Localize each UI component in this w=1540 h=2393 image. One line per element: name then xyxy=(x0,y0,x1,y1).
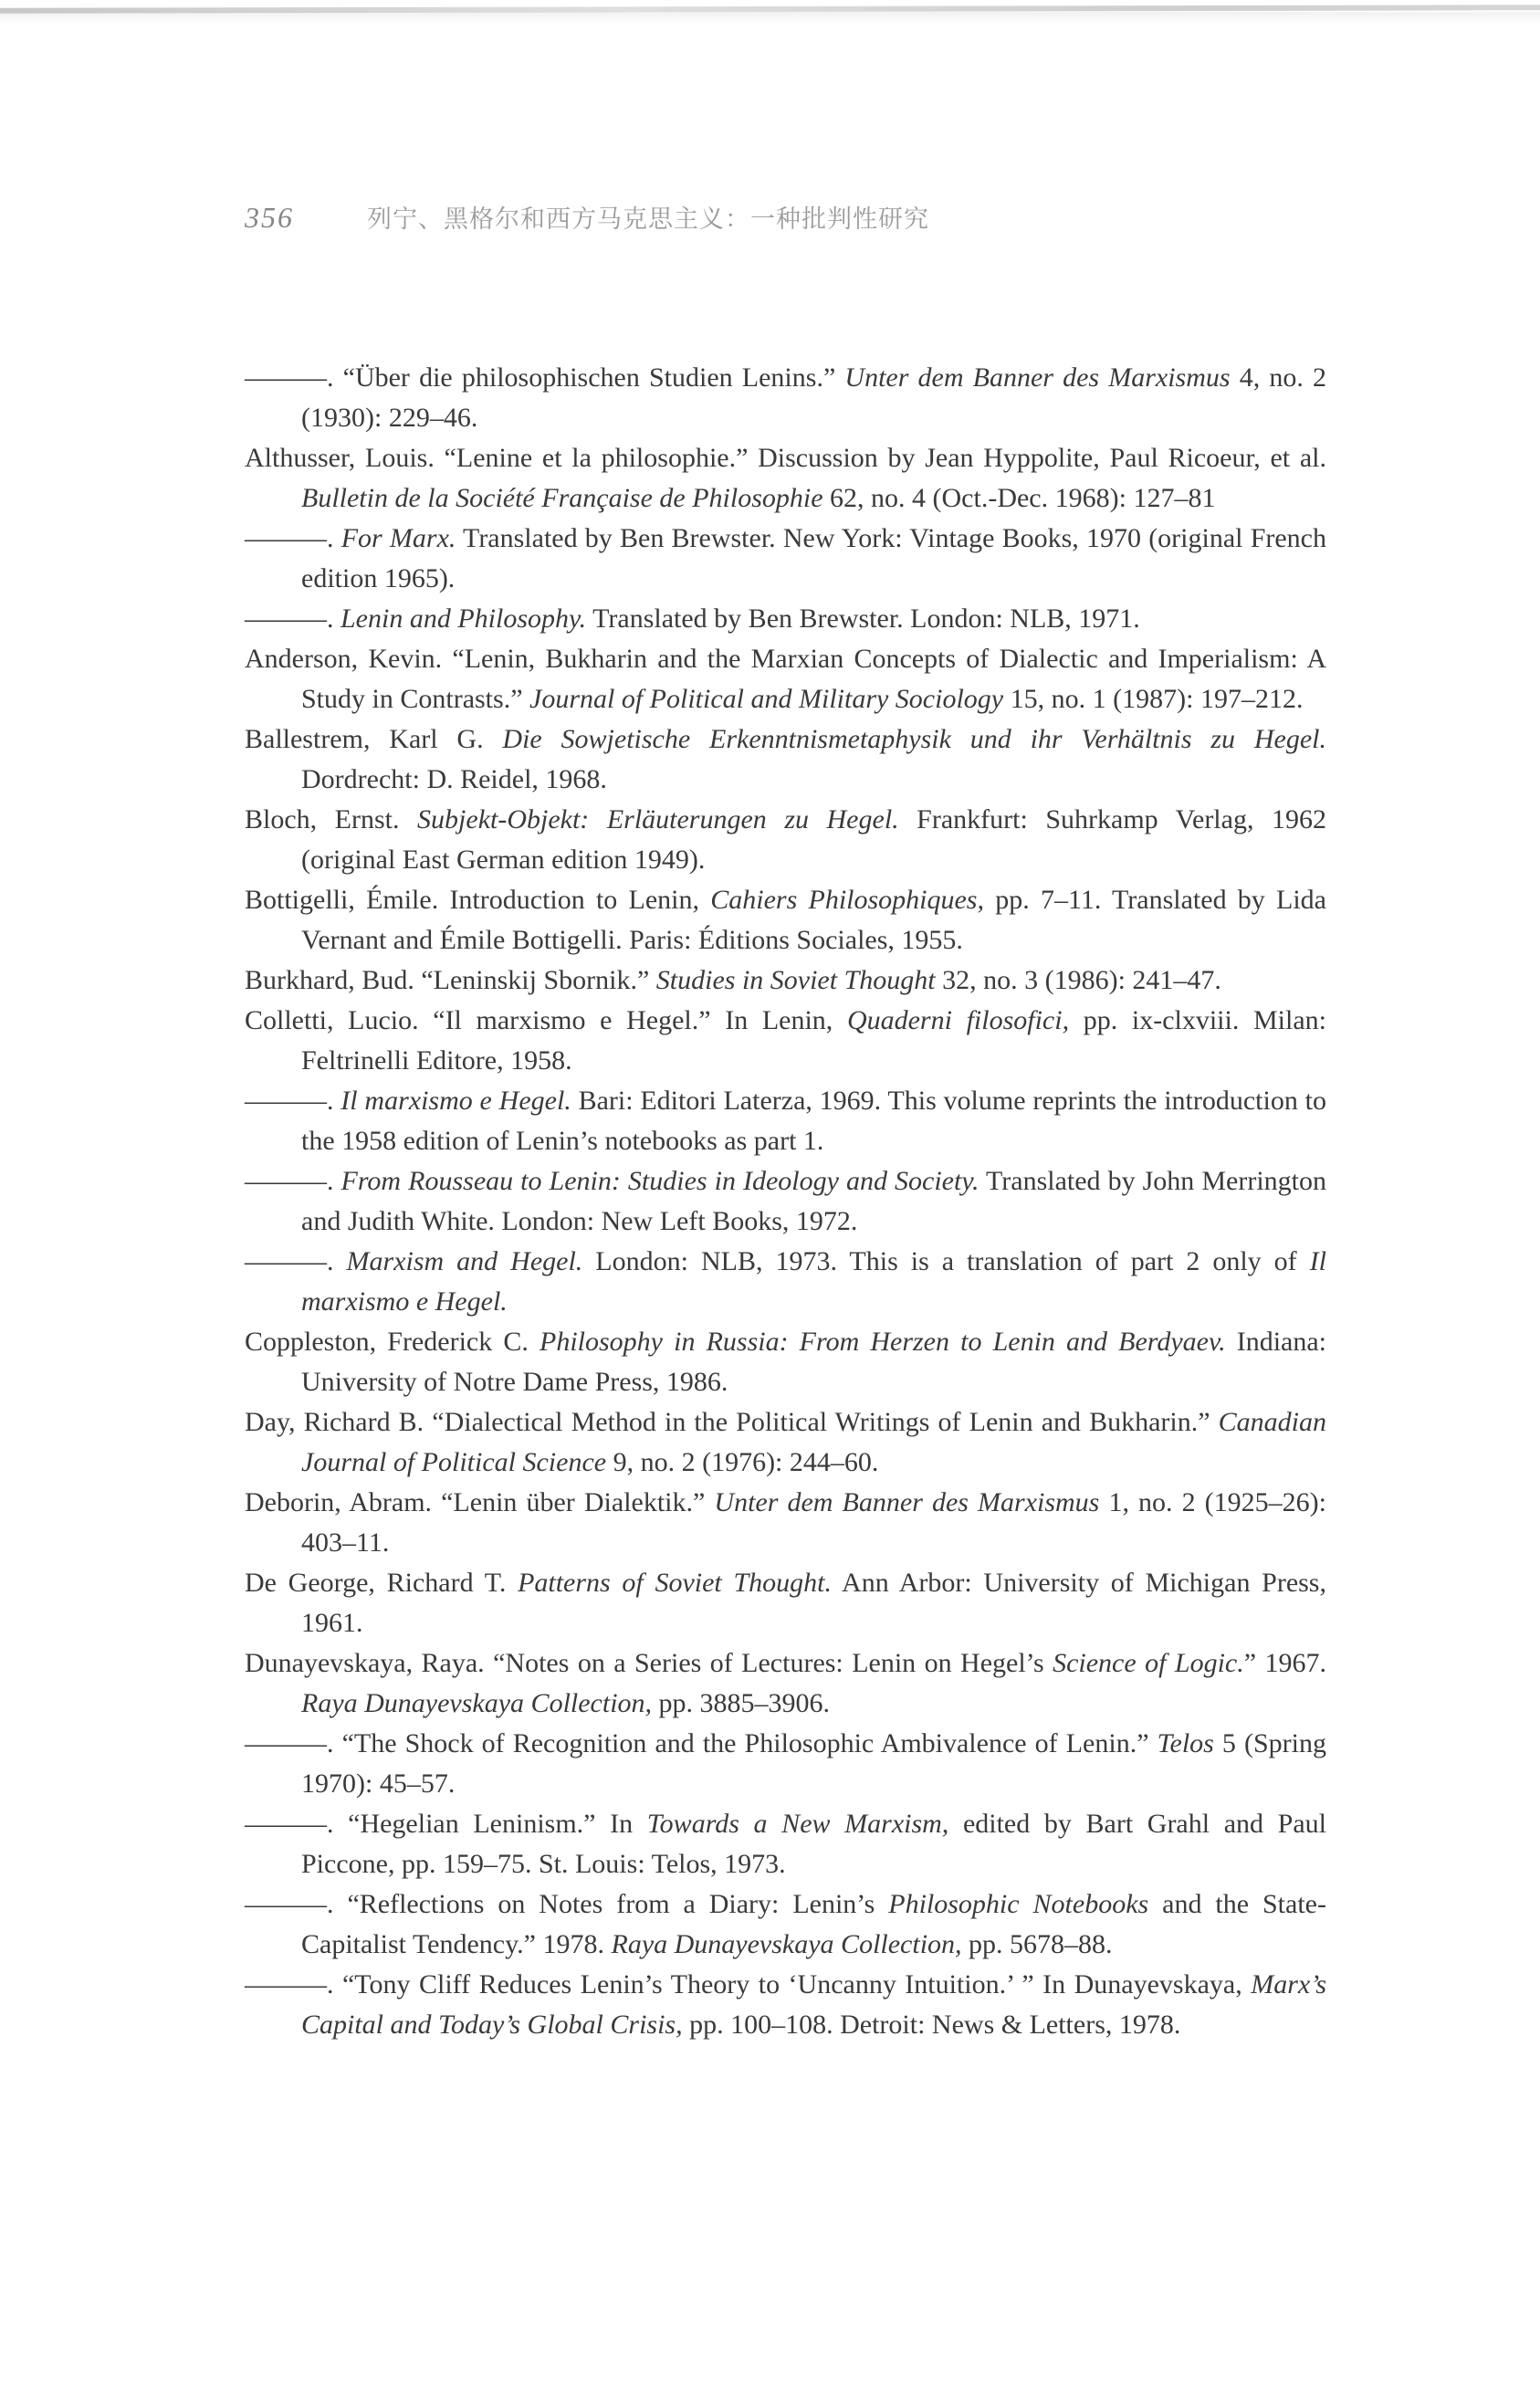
bibliography-entry xyxy=(245,639,1326,719)
entry-title-segment: Unter dem Banner des Marxismus xyxy=(844,362,1231,393)
entry-title-segment: Marx’s Capital and Today’s Global Crisis, xyxy=(301,1969,1326,2040)
entry-text-segment: 1, no. 2 (1925–26): 403–11. xyxy=(301,1487,1326,1558)
entry-text-segment: Translated by Ben Brewster. New York: Vintage Books, 1970 (original French edition 1965). xyxy=(301,523,1326,593)
entry-text-segment: pp. 100–108. Detroit: News & Letters, 1978. xyxy=(682,2010,1181,2040)
entry-text-segment: London: NLB, 1973. This is a translation of part 2 only of xyxy=(582,1246,1310,1276)
entry-title-segment: Cahiers Philosophiques, xyxy=(710,885,984,915)
bibliography-entry xyxy=(245,960,1326,1001)
entry-text-segment: ———. “Über die philosophischen Studien Lenins.” xyxy=(245,362,845,393)
bibliography-entry xyxy=(245,1965,1326,2045)
entry-title-segment: Il marxismo e Hegel. xyxy=(340,1086,571,1116)
entry-text-segment: Translated by John Merrington and Judith White. London: New Left Books, 1972. xyxy=(301,1166,1326,1236)
entry-text-segment: pp. 7–11. Translated by Lida Vernant and Émile Bottigelli. Paris: Éditions Sociales, 1955. xyxy=(301,885,1326,955)
entry-text-segment: Althusser, Louis. “Lenine et la philosophie.” Discussion by Jean Hyppolite, Paul Ricoeur, et al. xyxy=(245,443,1326,473)
entry-text-segment: pp. ix-clxviii. Milan: Feltrinelli Editore, 1958. xyxy=(301,1005,1326,1076)
entry-text-segment: Dunayevskaya, Raya. “Notes on a Series of Lectures: Lenin on Hegel’s xyxy=(245,1648,1053,1678)
entry-text-segment: Bari: Editori Laterza, 1969. This volume reprints the introduction to the 1958 edition of Lenin’s notebooks as part 1. xyxy=(301,1086,1326,1156)
entry-title-segment: Subjekt-Objekt: Erläuterungen zu Hegel. xyxy=(417,804,899,834)
bibliography-entry xyxy=(245,438,1326,519)
entry-title-segment: Studies in Soviet Thought xyxy=(655,965,936,995)
entry-text-segment: ” 1967. xyxy=(1243,1648,1326,1678)
entry-text-segment: and the State-Capitalist Tendency.” 1978. xyxy=(301,1889,1326,1959)
entry-title-segment: Bulletin de la Société Française de Philosophie xyxy=(301,483,823,513)
entry-title-segment: Il marxismo e Hegel. xyxy=(301,1246,1326,1317)
bibliography-entry xyxy=(245,599,1326,639)
entry-text-segment: Indiana: University of Notre Dame Press, 1986. xyxy=(301,1327,1326,1397)
entry-text-segment: Frankfurt: Suhrkamp Verlag, 1962 (original East German edition 1949). xyxy=(301,804,1326,875)
entry-title-segment: Unter dem Banner des Marxismus xyxy=(714,1487,1100,1517)
entry-title-segment: Philosophic Notebooks xyxy=(888,1889,1149,1919)
entry-text-segment: Burkhard, Bud. “Leninskij Sbornik.” xyxy=(245,965,656,995)
entry-text-segment: 9, no. 2 (1976): 244–60. xyxy=(606,1447,879,1477)
bibliography-entry xyxy=(245,1402,1326,1483)
bibliography-entry xyxy=(245,1643,1326,1724)
bibliography-entry xyxy=(245,1483,1326,1563)
bibliography-entry xyxy=(245,1804,1326,1884)
entry-text-segment: 15, no. 1 (1987): 197–212. xyxy=(1003,684,1304,714)
scan-edge-shadow xyxy=(0,12,1540,25)
entry-text-segment: 4, no. 2 (1930): 229–46. xyxy=(301,362,1326,433)
bibliography-entry xyxy=(245,1001,1326,1081)
entry-text-segment: Anderson, Kevin. “Lenin, Bukharin and the Marxian Concepts of Dialectic and Imperialism: A Study in Contrasts.” xyxy=(245,644,1326,714)
entry-text-segment: ———. xyxy=(245,1086,341,1116)
entry-title-segment: Science of Logic. xyxy=(1053,1648,1244,1678)
entry-text-segment: ———. xyxy=(245,1246,347,1276)
entry-title-segment: Raya Dunayevskaya Collection, xyxy=(301,1688,653,1718)
entry-text-segment: Ballestrem, Karl G. xyxy=(245,724,503,754)
entry-title-segment: Raya Dunayevskaya Collection, xyxy=(611,1929,962,1959)
entry-text-segment: De George, Richard T. xyxy=(245,1568,519,1598)
entry-text-segment: ———. xyxy=(245,523,341,553)
entry-text-segment: Translated by Ben Brewster. London: NLB, 1971. xyxy=(586,603,1140,634)
entry-title-segment: Philosophy in Russia: From Herzen to Lenin and Berdyaev. xyxy=(540,1327,1226,1357)
entry-text-segment: 62, no. 4 (Oct.-Dec. 1968): 127–81 xyxy=(822,483,1216,513)
bibliography-entry xyxy=(245,800,1326,880)
entry-title-segment: Marxism and Hegel. xyxy=(346,1246,583,1276)
entry-text-segment: Ann Arbor: University of Michigan Press, 1961. xyxy=(301,1568,1326,1638)
entry-title-segment: Towards a New Marxism, xyxy=(646,1809,949,1839)
bibliography-entry xyxy=(245,880,1326,960)
entry-text-segment: ———. “Tony Cliff Reduces Lenin’s Theory to ‘Uncanny Intuition.’ ” In Dunayevskaya, xyxy=(245,1969,1252,1999)
running-head-title: 列宁、黑格尔和西方马克思主义：一种批判性研究 xyxy=(367,205,929,233)
bibliography-list xyxy=(245,358,1326,2045)
page-number: 356 xyxy=(245,201,294,234)
entry-title-segment: Canadian Journal of Political Science xyxy=(301,1407,1326,1477)
bibliography-entry xyxy=(245,1161,1326,1242)
bibliography-entry xyxy=(245,519,1326,599)
entry-text-segment: Bloch, Ernst. xyxy=(245,804,418,834)
running-head xyxy=(245,199,929,235)
entry-title-segment: Patterns of Soviet Thought. xyxy=(518,1568,832,1598)
entry-text-segment: pp. 5678–88. xyxy=(961,1929,1113,1959)
entry-text-segment: ———. “Reflections on Notes from a Diary: Lenin’s xyxy=(245,1889,889,1919)
entry-title-segment: Lenin and Philosophy. xyxy=(340,603,587,634)
entry-title-segment: Die Sowjetische Erkenntnismetaphysik und ihr Verhältnis zu Hegel. xyxy=(502,724,1326,754)
entry-text-segment: ———. xyxy=(245,1166,341,1196)
entry-text-segment: 5 (Spring 1970): 45–57. xyxy=(301,1728,1327,1799)
bibliography-entry xyxy=(245,358,1326,438)
entry-text-segment: ———. xyxy=(245,603,340,634)
bibliography-entry xyxy=(245,719,1326,800)
entry-text-segment: ———. “The Shock of Recognition and the Philosophic Ambivalence of Lenin.” xyxy=(245,1728,1158,1758)
entry-title-segment: For Marx. xyxy=(340,523,456,553)
entry-text-segment: 32, no. 3 (1986): 241–47. xyxy=(935,965,1221,995)
entry-text-segment: ———. “Hegelian Leninism.” In xyxy=(245,1809,647,1839)
entry-title-segment: Journal of Political and Military Sociology xyxy=(529,684,1004,714)
entry-text-segment: edited by Bart Grahl and Paul Piccone, pp. 159–75. St. Louis: Telos, 1973. xyxy=(301,1809,1326,1879)
entry-text-segment: Coppleston, Frederick C. xyxy=(245,1327,540,1357)
bibliography-entry xyxy=(245,1322,1326,1402)
entry-title-segment: Quaderni filosofici, xyxy=(846,1005,1070,1035)
bibliography-entry xyxy=(245,1724,1326,1804)
entry-text-segment: Colletti, Lucio. “Il marxismo e Hegel.” In Lenin, xyxy=(245,1005,847,1035)
entry-text-segment: Day, Richard B. “Dialectical Method in the Political Writings of Lenin and Bukharin.” xyxy=(245,1407,1219,1437)
bibliography-entry xyxy=(245,1242,1326,1322)
entry-title-segment: From Rousseau to Lenin: Studies in Ideology and Society. xyxy=(340,1166,980,1196)
entry-title-segment: Telos xyxy=(1157,1728,1214,1758)
entry-text-segment: Bottigelli, Émile. Introduction to Lenin, xyxy=(245,885,711,915)
entry-text-segment: pp. 3885–3906. xyxy=(652,1688,831,1718)
entry-text-segment: Dordrecht: D. Reidel, 1968. xyxy=(301,764,607,794)
bibliography-entry xyxy=(245,1884,1326,1965)
bibliography-entry xyxy=(245,1081,1326,1161)
entry-text-segment: Deborin, Abram. “Lenin über Dialektik.” xyxy=(245,1487,715,1517)
bibliography-entry xyxy=(245,1563,1326,1643)
